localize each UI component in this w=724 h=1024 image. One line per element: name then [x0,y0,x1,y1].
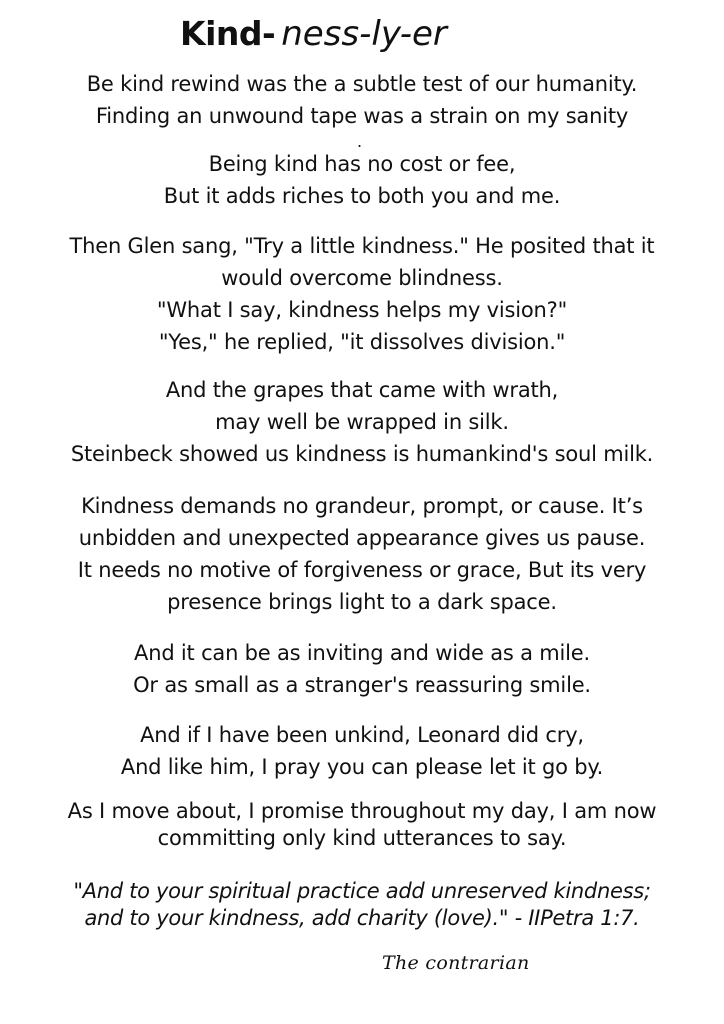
quote-line: and to your kindness, add charity (love)." - IIPetra 1:7. [84,906,640,930]
poem-line: Then Glen sang, "Try a little kindness." He posited that it [69,234,655,258]
poem-line: And the grapes that came with wrath, [165,378,559,402]
stanza-8 [0,798,724,852]
stray-period: . [357,132,363,151]
poem-line: Being kind has no cost or fee, [208,152,516,176]
poem-line: "Yes," he replied, "it dissolves division." [158,330,566,354]
author-signature: The contrarian [382,952,530,974]
stanza-2 [0,148,724,212]
stanza-3 [0,230,724,358]
poem-line: As I move about, I promise throughout my day, I am now [67,799,657,823]
poem-line: Kindness demands no grandeur, prompt, or cause. It’s [81,494,643,518]
poem-line: would overcome blindness. [221,266,503,290]
stanza-6 [0,637,724,701]
poem-line: Steinbeck showed us kindness is humankind's soul milk. [70,442,654,466]
poem-line: unbidden and unexpected appearance gives us pause. [78,526,646,550]
poem-line: Be kind rewind was the a subtle test of our humanity. [86,72,638,96]
poem-line: It needs no motive of forgiveness or grace, But its very [77,558,647,582]
poem-line: may well be wrapped in silk. [215,410,509,434]
poem-line: Finding an unwound tape was a strain on my sanity [95,104,629,128]
stanza-7 [0,719,724,783]
stanza-1 [0,68,724,132]
title-italic-part: ness-ly-er [281,14,447,54]
scripture-quote [0,878,724,932]
poem-line: committing only kind utterances to say. [157,826,567,850]
poem-line: Or as small as a stranger's reassuring smile. [133,673,591,697]
poem-line: And it can be as inviting and wide as a mile. [134,641,590,665]
title-bold-part: Kind- [180,14,276,53]
stanza-5 [0,490,724,618]
poem-title [180,14,447,54]
poem-line: And if I have been unkind, Leonard did cry, [140,723,584,747]
poem-line: "What I say, kindness helps my vision?" [156,298,568,322]
poem-line: presence brings light to a dark space. [167,590,557,614]
quote-line: "And to your spiritual practice add unreserved kindness; [73,879,651,903]
poem-line: But it adds riches to both you and me. [163,184,561,208]
stanza-4 [0,374,724,470]
poem-line: And like him, I pray you can please let it go by. [120,755,604,779]
